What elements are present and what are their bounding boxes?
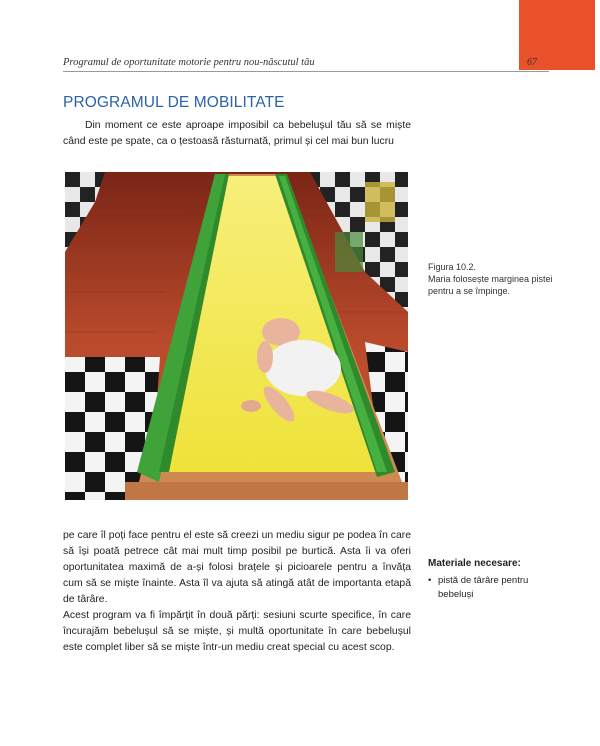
header-divider (63, 71, 549, 72)
intro-paragraph: Din moment ce este aproape imposibil ca bebelușul tău să se miște când este pe spate, ca o țestoasă răsturnată, primul și cel mai bun lucru (63, 120, 411, 147)
section-title: PROGRAMUL DE MOBILITATE (63, 94, 285, 111)
figure-photo (65, 172, 408, 500)
body-text (63, 528, 411, 656)
page-number: 67 (527, 57, 537, 68)
crawling-track-photo (65, 172, 408, 500)
body-paragraph-1: pe care îl poți face pentru el este să creezi un mediu sigur pe podea în care să își poată petrece cât mai mult timp posibil pe burtică. Asta îi va oferi oportunitatea maximă de a-și folosi brațele și picioarele pentru a învăța cum să se miște înainte. Asta îl va ajuta să atingă atât de importanta etapă de târâre. (63, 530, 411, 605)
materials-sidebar (428, 557, 558, 602)
running-header: Programul de oportunitate motorie pentru nou-născutul tău (63, 57, 315, 68)
figure-caption-text: Maria folosește marginea pistei pentru a se împinge. (428, 274, 553, 296)
materials-title: Materiale necesare: (428, 558, 521, 569)
materials-item-text: pistă de târâre pentru bebeluși (438, 575, 529, 600)
figure-caption (428, 261, 568, 297)
bullet-icon: • (428, 575, 432, 586)
figure-label: Figura 10.2. (428, 262, 477, 272)
body-paragraph-2: Acest program va fi împărțit în două părți: sesiuni scurte specifice, în care încurajăm bebelușul să se miște, și multă oportunitate în care bebelușul este complet liber să se miște într-un mediu creat special cu acest scop. (63, 610, 411, 653)
materials-list-item (428, 574, 558, 602)
